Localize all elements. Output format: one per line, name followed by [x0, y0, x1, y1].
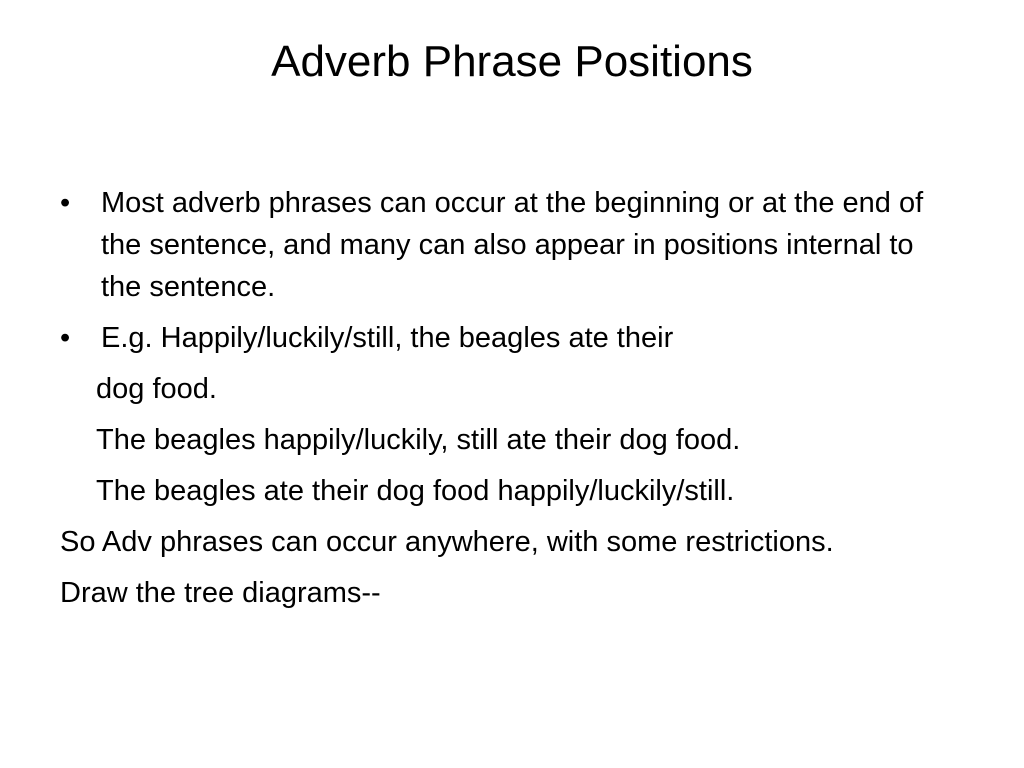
bullet-text: E.g. Happily/luckily/still, the beagles ate their	[101, 322, 674, 354]
example-continuation: dog food.	[96, 373, 217, 405]
example-sentence: The beagles ate their dog food happily/luckily/still.	[96, 475, 735, 507]
bullet-item	[60, 317, 960, 359]
bullet-marker: •	[60, 322, 71, 354]
bullet-item	[60, 182, 960, 308]
example-sentence: The beagles happily/luckily, still ate their dog food.	[96, 424, 741, 456]
slide-title: Adverb Phrase Positions	[271, 37, 753, 86]
instruction-paragraph: Draw the tree diagrams--	[60, 577, 381, 609]
slide-content	[60, 182, 960, 614]
bullet-text: Most adverb phrases can occur at the beginning or at the end of the sentence, and many can also appear in positions internal to the sentence.	[101, 187, 924, 303]
summary-paragraph: So Adv phrases can occur anywhere, with some restrictions.	[60, 526, 834, 558]
bullet-marker: •	[60, 187, 71, 219]
